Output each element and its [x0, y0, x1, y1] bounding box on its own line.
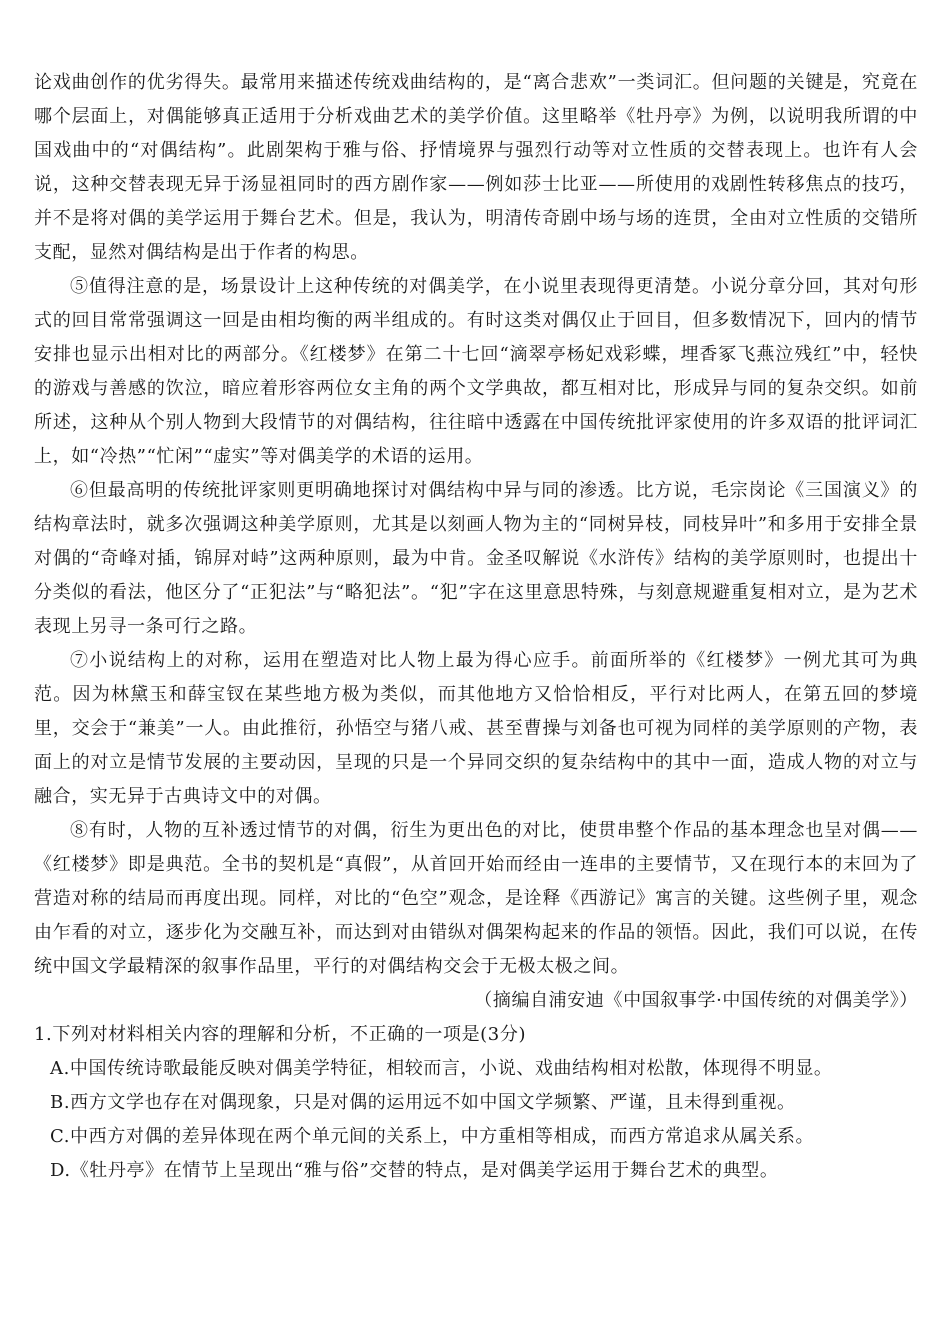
answer-options: [34, 1052, 918, 1188]
exam-page: [34, 66, 918, 1188]
article-paragraph-6: ⑥但最高明的传统批评家则更明确地探讨对偶结构中异与同的渗透。比方说，毛宗岗论《三国演义》的结构章法时，就多次强调这种美学原则，尤其是以刻画人物为主的“同树异枝，同枝异叶”和多用于安排全景对偶的“奇峰对插，锦屏对峙”这两种原则，最为中肯。金圣叹解说《水浒传》结构的美学原则时，也提出十分类似的看法，他区分了“正犯法”与“略犯法”。“犯”字在这里意思特殊，与刻意规避重复相对立，是为艺术表现上另寻一条可行之路。: [34, 480, 918, 637]
question-stem: 1.下列对材料相关内容的理解和分析，不正确的一项是(3分): [34, 1024, 527, 1045]
article-continuation-paragraph: 论戏曲创作的优劣得失。最常用来描述传统戏曲结构的，是“离合悲欢”一类词汇。但问题的关键是，究竟在哪个层面上，对偶能够真正适用于分析戏曲艺术的美学价值。这里略举《牡丹亭》为例，以说明我所谓的中国戏曲中的“对偶结构”。此剧架构于雅与俗、抒情境界与强烈行动等对立性质的交替表现上。也许有人会说，这种交替表现无异于汤显祖同时的西方剧作家——例如莎士比亚——所使用的戏剧性转移焦点的技巧，并不是将对偶的美学运用于舞台艺术。但是，我认为，明清传奇剧中场与场的连贯，全由对立性质的交错所支配，显然对偶结构是出于作者的构思。: [34, 72, 918, 263]
option-c[interactable]: C.中西方对偶的差异体现在两个单元间的关系上，中方重相等相成，而西方常追求从属关系。: [50, 1126, 815, 1147]
article-paragraph-7: ⑦小说结构上的对称，运用在塑造对比人物上最为得心应手。前面所举的《红楼梦》一例尤其可为典范。因为林黛玉和薛宝钗在某些地方极为类似，而其他地方又恰恰相反，平行对比两人，在第五回的梦境里，交会于“兼美”一人。由此推衍，孙悟空与猪八戒、甚至曹操与刘备也可视为同样的美学原则的产物，表面上的对立是情节发展的主要动因，呈现的只是一个异同交织的复杂结构中的其中一面，造成人物的对立与融合，实无异于古典诗文中的对偶。: [34, 650, 918, 807]
article-source: （摘编自浦安迪《中国叙事学·中国传统的对偶美学》）: [474, 990, 918, 1011]
article-paragraph-5: ⑤值得注意的是，场景设计上这种传统的对偶美学，在小说里表现得更清楚。小说分章分回，其对句形式的回目常常强调这一回是由相均衡的两半组成的。有时这类对偶仅止于回目，但多数情况下，回内的情节安排也显示出相对比的两部分。《红楼梦》在第二十七回“滴翠亭杨妃戏彩蝶，埋香冢飞燕泣残红”中，轻快的游戏与善感的饮泣，暗应着形容两位女主角的两个文学典故，都互相对比，形成异与同的复杂交织。如前所述，这种从个别人物到大段情节的对偶结构，往往暗中透露在中国传统批评家使用的许多双语的批评词汇上，如“冷热”“忙闲”“虚实”等对偶美学的术语的运用。: [34, 276, 918, 467]
option-b[interactable]: B.西方文学也存在对偶现象，只是对偶的运用远不如中国文学频繁、严谨，且未得到重视。: [50, 1092, 796, 1113]
article-paragraph-8: ⑧有时，人物的互补透过情节的对偶，衍生为更出色的对比，使贯串整个作品的基本理念也呈对偶——《红楼梦》即是典范。全书的契机是“真假”，从首回开始而经由一连串的主要情节，又在现行本的末回为了营造对称的结局而再度出现。同样，对比的“色空”观念，是诠释《西游记》寓言的关键。这些例子里，观念由乍看的对立，逐步化为交融互补，而达到对由错纵对偶架构起来的作品的领悟。因此，我们可以说，在传统中国文学最精深的叙事作品里，平行的对偶结构交会于无极太极之间。: [34, 820, 918, 977]
option-a[interactable]: A.中国传统诗歌最能反映对偶美学特征，相较而言，小说、戏曲结构相对松散，体现得不明显。: [50, 1058, 833, 1079]
option-d[interactable]: D.《牡丹亭》在情节上呈现出“雅与俗”交替的特点，是对偶美学运用于舞台艺术的典型。: [50, 1160, 779, 1181]
